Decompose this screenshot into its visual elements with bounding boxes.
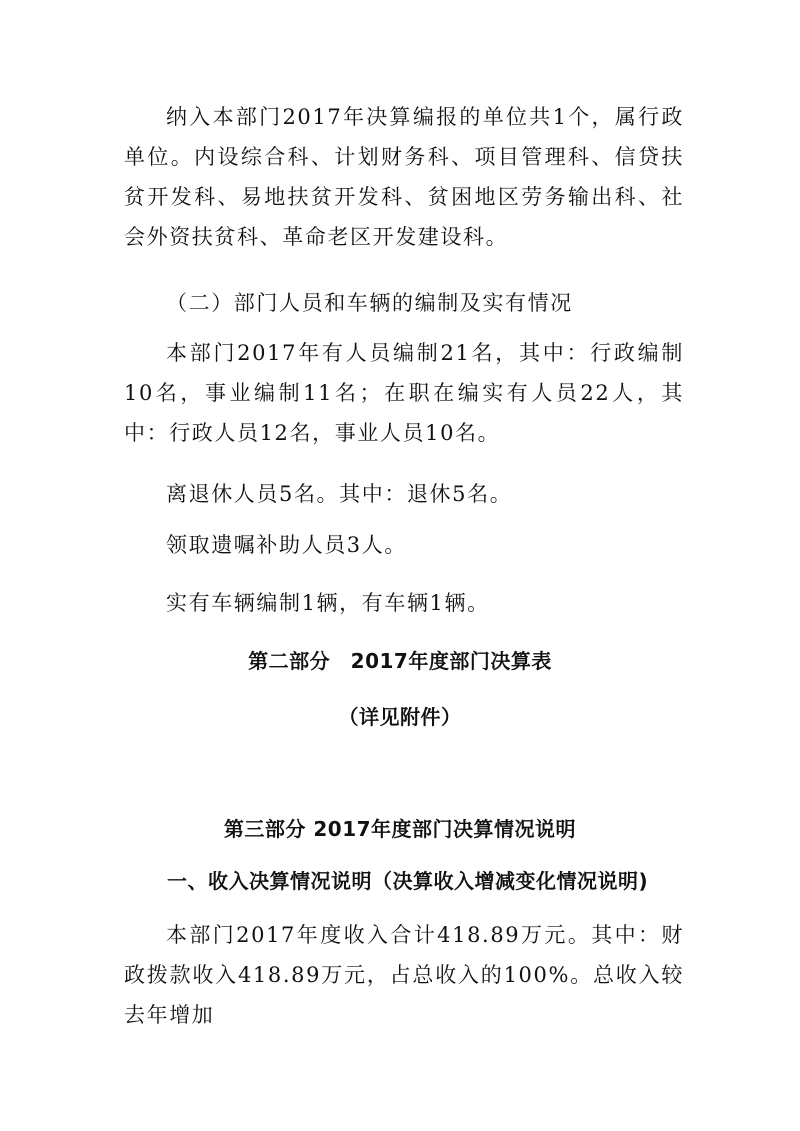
part-three-title: 第三部分 2017年度部门决算情况说明 [223,817,577,841]
paragraph-survivor-subsidy: 领取遗嘱补助人员3人。 [166,533,407,557]
section-two-heading: （二）部门人员和车辆的编制及实有情况 [166,291,573,315]
paragraph-units-overview: 纳入本部门2017年决算编报的单位共1个，属行政单位。内设综合科、计划财务科、项目管理科、信贷扶贫开发科、易地扶贫开发科、贫困地区劳务输出科、社会外资扶贫科、革命老区开发建设科。 [124,105,684,249]
income-section-heading: 一、收入决算情况说明（决算收入增减变化情况说明) [167,869,649,893]
paragraph-retirees: 离退休人员5名。其中：退休5名。 [166,482,513,506]
part-two-subtitle: （详见附件） [338,705,462,729]
paragraph-income: 本部门2017年度收入合计418.89万元。其中：财政拨款收入418.89万元，占总收入的100%。总收入较去年增加 [124,923,684,1027]
paragraph-staffing: 本部门2017年有人员编制21名，其中：行政编制10名，事业编制11名；在职在编实有人员22人，其中：行政人员12名，事业人员10名。 [124,341,684,445]
paragraph-vehicles: 实有车辆编制1辆，有车辆1辆。 [166,591,490,615]
part-two-title: 第二部分 2017年度部门决算表 [248,649,552,673]
